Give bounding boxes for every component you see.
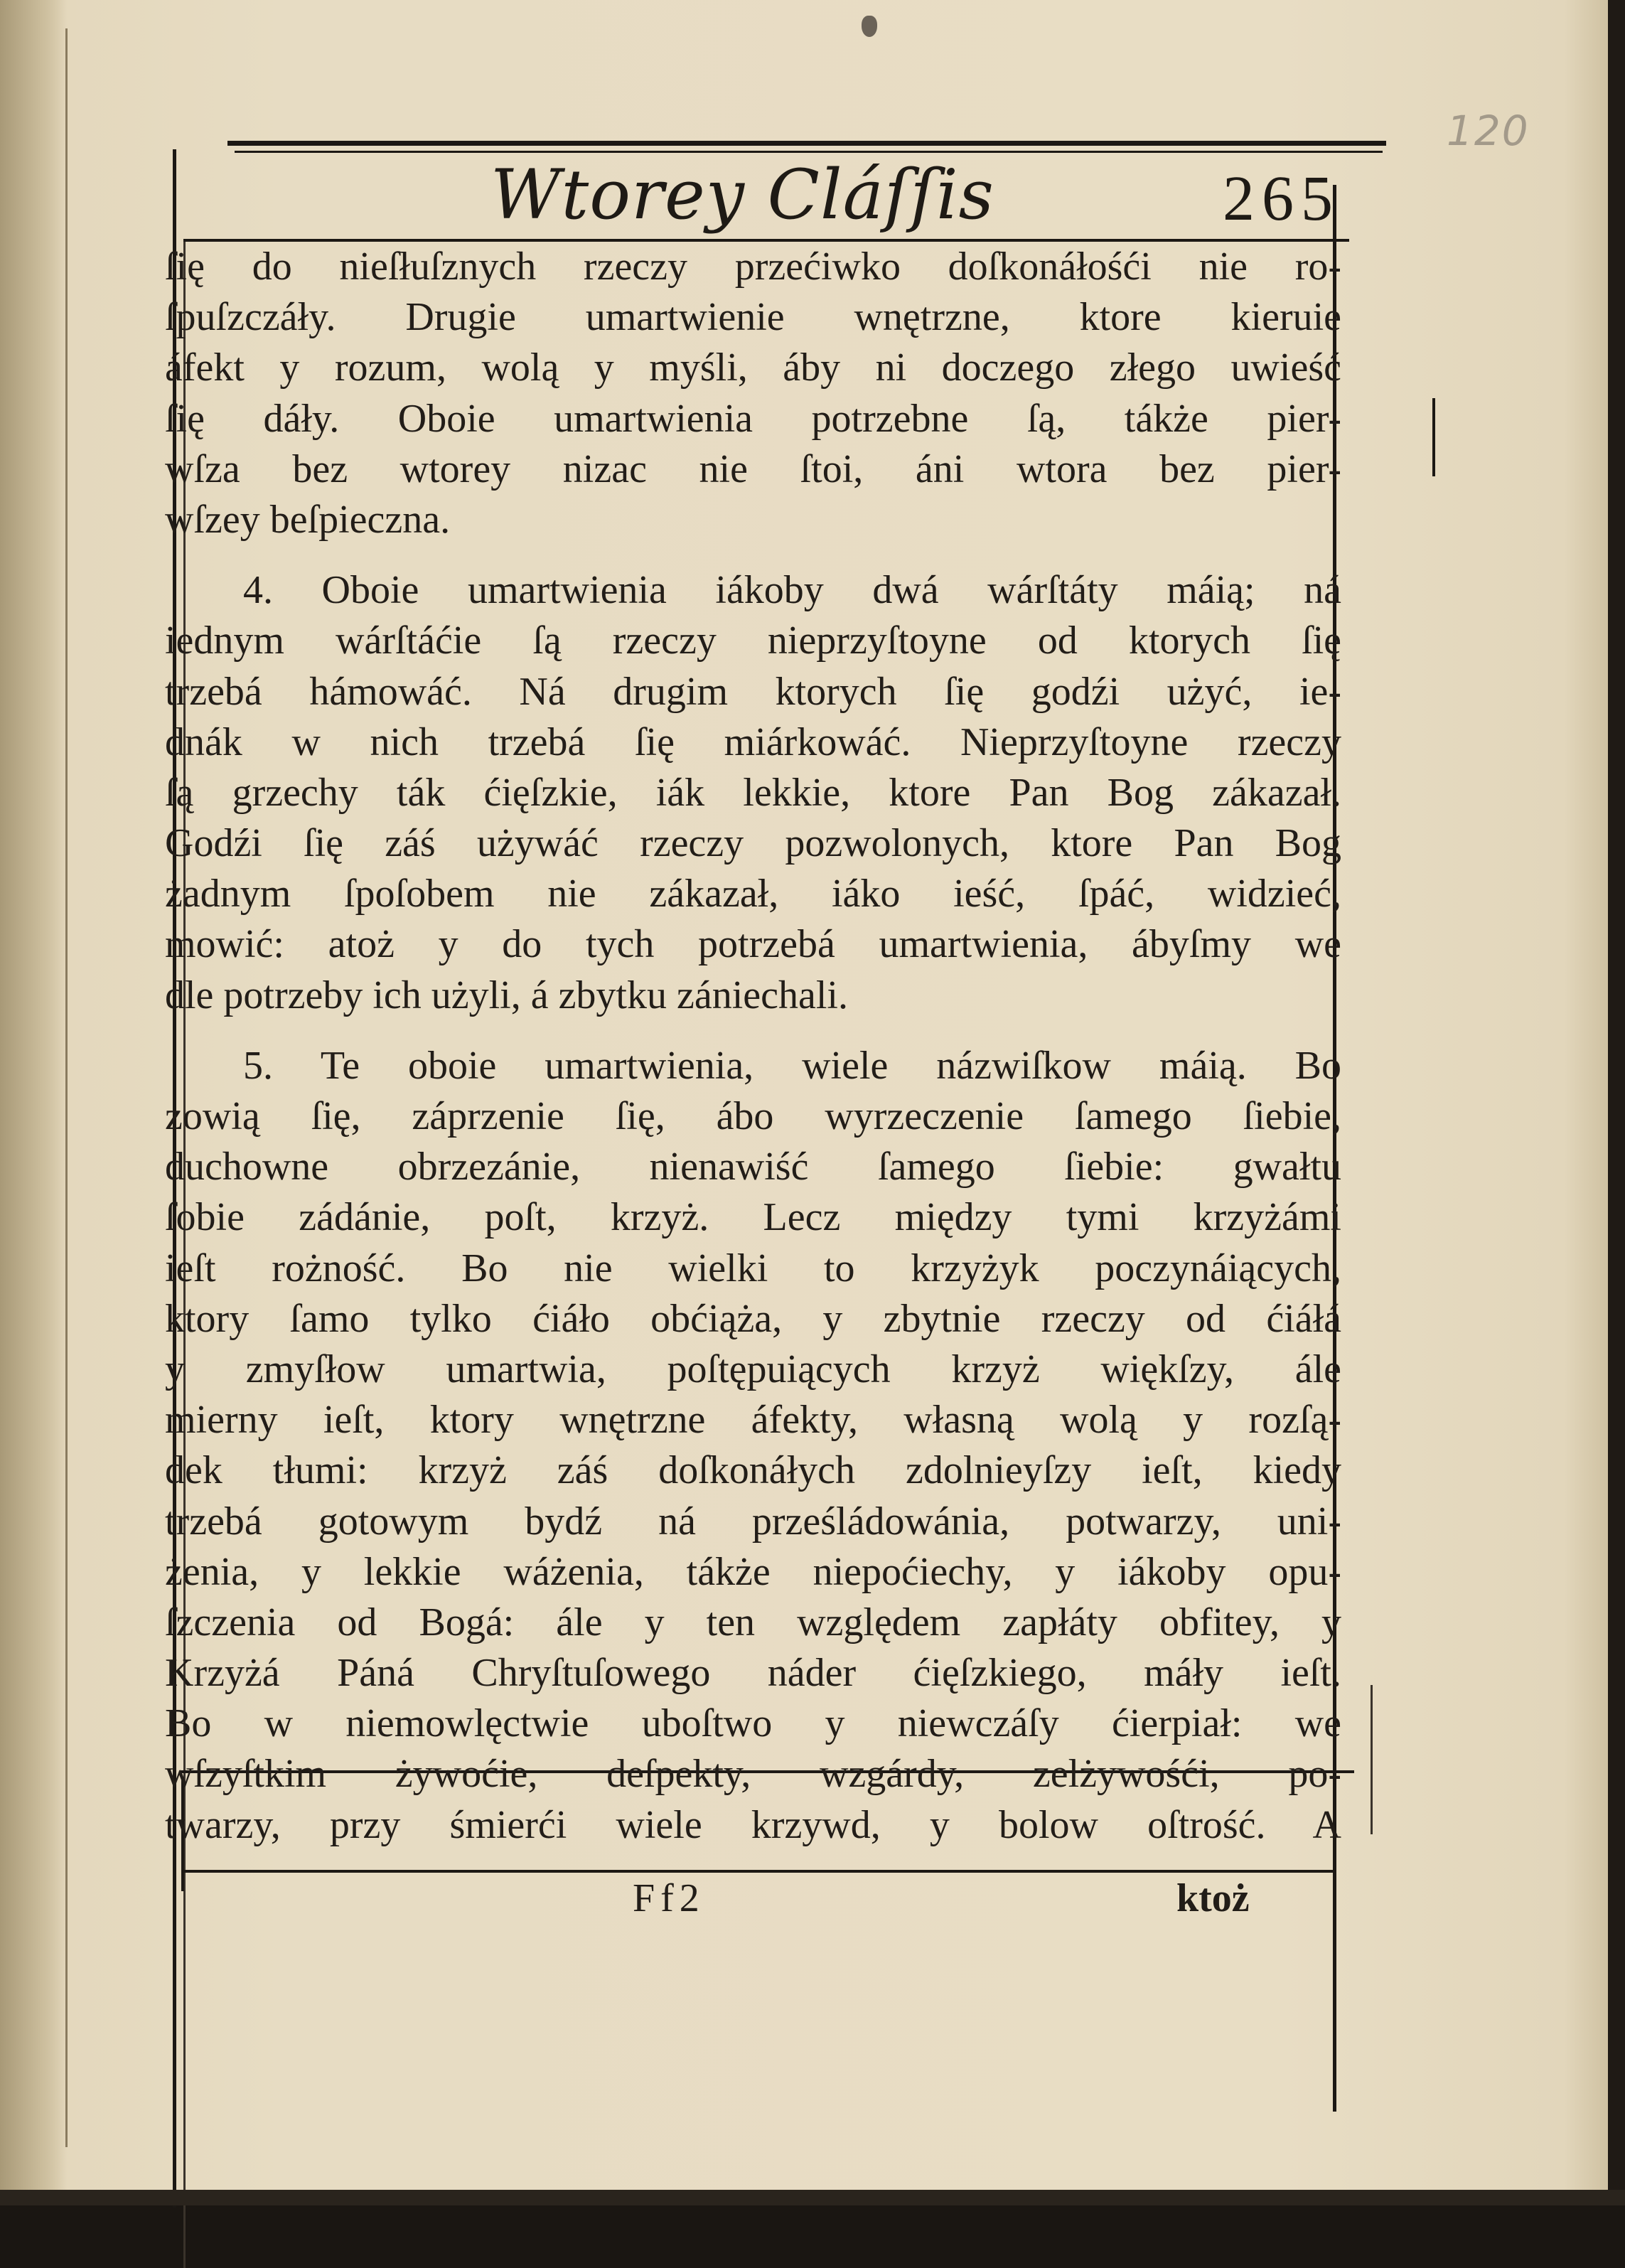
text-line: ſą grzechy ták ćięſzkie, iák lekkie, ktore Pan Bog zákazał. [165, 770, 1341, 815]
margin-note: 120 [1447, 107, 1530, 155]
text-line: ſzczenia od Bogá: ále y ten względem zapłáty obfitey, y [165, 1600, 1341, 1644]
paragraph-gap [165, 1021, 1345, 1041]
text-line: dek tłumi: krzyż záś doſkonáłych zdolnieyſzy ieſt, kiedy [165, 1448, 1341, 1493]
text-line: ſię dáły. Oboie umartwienia potrzebne ſą, tákże pier- [165, 396, 1341, 441]
text-line: dle potrzeby ich użyli, á zbytku zániechali. [165, 973, 848, 1017]
text-line: żenia, y lekkie wáżenia, tákże niepoćiechy, y iákoby opu- [165, 1549, 1341, 1594]
text-line: Godźi ſię záś używáć rzeczy pozwolonych, ktore Pan Bog [165, 821, 1341, 866]
text-line: mierny ieſt, ktory wnętrzne áfekty, własną wolą y rozſą- [165, 1398, 1341, 1443]
bottom-edge [0, 2190, 1625, 2205]
body-text [165, 242, 1345, 1851]
right-shadow [1608, 0, 1625, 2205]
text-line: ieſt rożność. Bo nie wielki to krzyżyk poczynáiących, [165, 1246, 1341, 1290]
text-line: trzebá gotowym bydź ná prześládowánia, potwarzy, uni- [165, 1499, 1341, 1544]
text-line: Krzyżá Páná Chryſtuſowego náder ćięſzkiego, máły ieſt. [165, 1651, 1341, 1696]
text-line: dnák w nich trzebá ſię miárkowáć. Nieprzyſtoyne rzeczy [165, 720, 1341, 764]
margin-rule-lower [1371, 1685, 1373, 1834]
text-line: ſpuſzczáły. Drugie umartwienie wnętrzne, ktore kieruie [165, 295, 1341, 340]
text-line: y zmyſłow umartwia, poſtępuiących krzyż więkſzy, ále [165, 1347, 1341, 1391]
margin-rule [1432, 398, 1435, 476]
text-line: ktory ſamo tylko ćiáło obćiąża, y zbytnie rzeczy od ćiáłá [165, 1296, 1341, 1341]
ornament-mark [862, 16, 877, 37]
catchword: ktoż [1176, 1876, 1250, 1920]
running-head: Wtorey Cláſſis [490, 155, 994, 235]
binding-edge [65, 28, 68, 2147]
text-line: 4. Oboie umartwienia iákoby dwá wárſtáty máią; ná [243, 568, 1341, 613]
text-line: mowić: atoż y do tych potrzebá umartwienia, ábyſmy we [165, 922, 1341, 967]
text-line: 5. Te oboie umartwienia, wiele názwiſkow máią. Bo [243, 1043, 1341, 1088]
text-line: zowią ſię, záprzenie ſię, ábo wyrzeczenie ſamego ſiebie, [165, 1094, 1341, 1138]
footer-bottom-rule [181, 1870, 1333, 1873]
text-line: żadnym ſpoſobem nie zákazał, iáko ieść, ſpáć, widzieć, [165, 872, 1341, 916]
binding-shadow [0, 0, 68, 2205]
text-line: ſię do nieſłuſznych rzeczy przećiwko doſkonáłośći nie ro- [165, 245, 1341, 289]
text-line: wſza bez wtorey nizac nie ſtoi, áni wtora bez pier- [165, 446, 1341, 491]
text-line: Bo w niemowlęctwie uboſtwo y niewczáſy ćierpiał: we [165, 1701, 1341, 1746]
top-rule-thin [235, 151, 1383, 153]
page-number: 265 [1223, 164, 1340, 234]
text-line: iednym wárſtáćie ſą rzeczy nieprzyſtoyne od ktorych ſię [165, 619, 1341, 663]
text-line: áfekt y rozum, wolą y myśli, áby ni doczego złego uwieść [165, 346, 1341, 390]
signature-mark: Ff2 [633, 1876, 705, 1920]
text-line: duchowne obrzezánie, nienawiść ſamego ſiebie: gwałtu [165, 1145, 1341, 1189]
text-line: twarzy, przy śmierći wiele krzywd, y bolow oſtrość. A [165, 1802, 1341, 1847]
text-line: wſzyſtkim żywoćie, deſpekty, wzgárdy, zelżywośći, po- [165, 1752, 1341, 1797]
paragraph-gap [165, 545, 1345, 565]
text-line: wſzey beſpieczna. [165, 497, 451, 542]
text-line: ſobie zádánie, poſt, krzyż. Lecz między tymi krzyżámi [165, 1195, 1341, 1240]
top-rule [227, 141, 1386, 146]
text-line: trzebá hámowáć. Ná drugim ktorych ſię godźi użyć, ie- [165, 669, 1341, 714]
